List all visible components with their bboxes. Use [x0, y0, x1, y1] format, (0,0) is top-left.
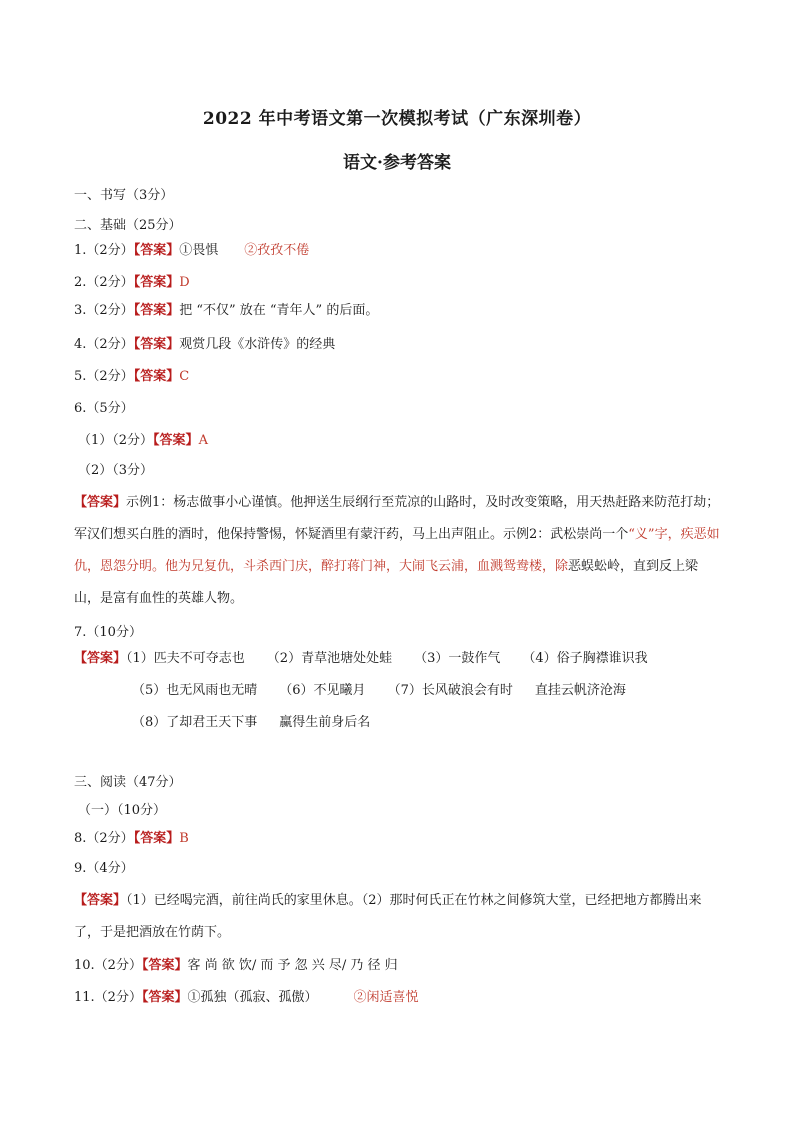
question-number: 11.（2分）	[74, 990, 142, 1005]
answer-item: （6）不见曦月	[279, 683, 366, 698]
question-6-sub-1	[78, 433, 208, 449]
answer-item: （3）一鼓作气	[414, 651, 501, 666]
question-number: 4.（2分）	[74, 337, 134, 352]
answer-text: 恶蜈蚣岭，直到反上梁山，是富有血性的英雄人物。	[74, 559, 699, 606]
question-number: 1.（2分）	[74, 243, 134, 258]
answer-tag: 【答案】	[133, 303, 180, 318]
question-number: 3.（2分）	[74, 303, 134, 318]
answer-item: （2）青草池塘处处蛙	[266, 651, 393, 666]
question-7-row-1	[74, 651, 648, 667]
answer-tag: 【答案】	[74, 495, 127, 510]
answer-item: （1）匹夫不可夺志也	[126, 651, 245, 666]
question-10	[74, 958, 398, 974]
answer-text: （1）已经喝完酒，前往尚氏的家里休息。（2）那时何氏正在竹林之间修筑大堂，已经把地方都腾出来了，于是把酒放在竹荫下。	[74, 893, 702, 940]
question-7: 7.（10分）	[74, 625, 142, 640]
answer-tag: 【答案】	[153, 433, 199, 448]
answer-text: 示例1：杨志做事小心谨慎。他押送生辰纲行至荒凉的山路时，及时改变策略，用天热赶路来防范打劫；军汉们想买白胜的酒时，他保持警惕，怀疑酒里有蒙汗药，马上出声阻止。示例2：武松崇尚一个	[74, 495, 720, 542]
question-6-sub-2-answer	[74, 487, 722, 615]
answer-tag: 【答案】	[133, 369, 180, 384]
answer-text: 客 尚 欲 饮/ 而 予 忽 兴 尽/ 乃 径 归	[187, 958, 398, 973]
answer-tag: 【答案】	[133, 337, 180, 352]
answer-tag: 【答案】	[133, 275, 180, 290]
answer-item: （4）俗子胸襟谁识我	[522, 651, 648, 666]
question-7-row-2	[132, 683, 626, 699]
answer-text: ①孤独（孤寂、孤傲）	[187, 990, 318, 1005]
reading-part-1: （一）（10分）	[78, 803, 167, 818]
answer-text: ②闲适喜悦	[353, 990, 419, 1005]
answer-text: ①畏惧	[179, 243, 219, 258]
answer-tag: 【答案】	[133, 243, 180, 258]
answer-text: B	[179, 831, 189, 846]
answer-text-red: “义”字，疾恶如仇，恩怨分明。他为兄复仇，斗杀西门庆，醉打蒋门神，大闹飞云浦，血溅鸳鸯楼，除	[74, 527, 720, 574]
sub-question-number: （1）（2分）	[78, 433, 154, 448]
answer-item: 直挂云帆济沧海	[534, 683, 626, 698]
answer-item: （5）也无风雨也无晴	[132, 683, 258, 698]
answer-item: （8）了却君王天下事	[132, 715, 258, 730]
question-9-answer	[74, 885, 722, 949]
answer-text: A	[198, 433, 208, 448]
answer-tag: 【答案】	[74, 893, 127, 908]
answer-tag: 【答案】	[74, 651, 127, 666]
answer-text: D	[179, 275, 190, 290]
answer-tag: 【答案】	[133, 831, 180, 846]
question-number: 5.（2分）	[74, 369, 134, 384]
page-title: 2022 年中考语文第一次模拟考试（广东深圳卷）	[202, 109, 592, 129]
question-2	[74, 275, 190, 291]
question-number: 10.（2分）	[74, 958, 142, 973]
page-subtitle: 语文·参考答案	[343, 153, 451, 173]
section-basics: 二、基础（25分）	[74, 218, 182, 233]
answer-text: C	[179, 369, 190, 384]
question-number: 8.（2分）	[74, 831, 134, 846]
question-6: 6.（5分）	[74, 401, 134, 416]
question-3	[74, 303, 378, 319]
answer-tag: 【答案】	[141, 990, 188, 1005]
answer-item: （7）长风破浪会有时	[387, 683, 513, 698]
answer-tag: 【答案】	[141, 958, 188, 973]
answer-text: 观赏几段《水浒传》的经典	[179, 337, 336, 352]
question-7-row-3	[132, 715, 370, 731]
answer-text: ②孜孜不倦	[244, 243, 310, 258]
section-writing: 一、书写（3分）	[74, 188, 174, 203]
question-1	[74, 243, 309, 259]
answer-text: 把 “不仅” 放在 “青年人” 的后面。	[179, 303, 379, 318]
question-8	[74, 831, 189, 847]
answer-item: 赢得生前身后名	[279, 715, 371, 730]
question-4	[74, 337, 335, 353]
question-9: 9.（4分）	[74, 861, 134, 876]
question-6-sub-2: （2）（3分）	[78, 463, 154, 478]
question-5	[74, 369, 189, 385]
question-number: 2.（2分）	[74, 275, 134, 290]
section-reading: 三、阅读（47分）	[74, 775, 182, 790]
question-11	[74, 990, 419, 1006]
